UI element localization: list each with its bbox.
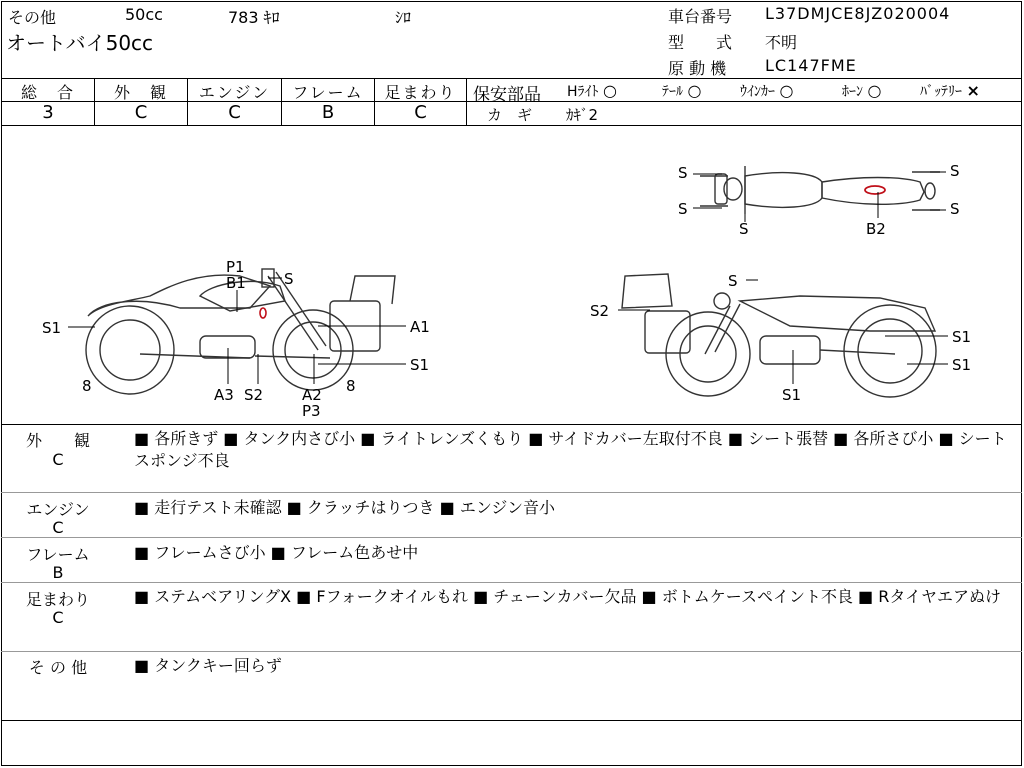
- section-exterior-label: 外 観: [25, 431, 90, 450]
- safety-winker: ｳｲﾝｶｰ ○: [740, 81, 794, 100]
- left-label-p3: P3: [302, 402, 321, 420]
- section-engine-grade: C: [52, 518, 64, 537]
- left-label-8-front: 8: [82, 377, 92, 395]
- left-label-a3: A3: [214, 386, 234, 404]
- grade-engine-value: C: [228, 102, 241, 123]
- left-label-a1: A1: [410, 318, 430, 336]
- safety-battery: ﾊﾞｯﾃﾘｰ ×: [920, 81, 980, 100]
- divider: [1, 720, 1022, 721]
- left-label-b1: B1: [226, 274, 246, 292]
- section-suspension-grade: C: [52, 608, 64, 627]
- key-label: カ ギ: [487, 106, 533, 124]
- grade-total-value: 3: [42, 102, 54, 123]
- left-label-s2: S2: [244, 386, 264, 404]
- right-label-s1-b: S1: [952, 356, 972, 374]
- section-frame-label: フレーム: [26, 545, 90, 564]
- section-suspension-label: 足まわり: [25, 590, 90, 609]
- top-label-s4: S: [950, 162, 960, 180]
- frame-number: L37DMJCE8JZ020004: [765, 4, 951, 23]
- divider: [1, 78, 1022, 79]
- displacement: 50cc: [125, 5, 163, 24]
- right-label-s2: S2: [590, 302, 610, 320]
- section-engine-text: ■ 走行テスト未確認 ■ クラッチはりつき ■ エンジン音小: [134, 498, 556, 517]
- grade-exterior-value: C: [134, 102, 148, 123]
- engine-label: 原 動 機: [668, 59, 727, 78]
- divider: [467, 101, 1022, 102]
- top-label-s1: S: [678, 164, 688, 182]
- color: ｼﾛ: [395, 8, 412, 27]
- divider: [1, 492, 1022, 493]
- right-label-s-top: S: [728, 272, 738, 290]
- section-exterior-text: ■ 各所きず ■ タンク内さび小 ■ ライトレンズくもり ■ サイドカバー左取付不良 ■ シート張替 ■ 各所さび小 ■ シートスポンジ不良: [134, 429, 1007, 470]
- vehicle-name: オートバイ50cc: [6, 31, 154, 55]
- left-label-s1: S1: [42, 319, 62, 337]
- section-exterior-grade: C: [52, 450, 64, 469]
- damage-diagram: [0, 126, 1024, 424]
- divider: [1, 582, 1022, 583]
- divider: [466, 78, 467, 126]
- left-label-p1: P1: [226, 258, 245, 276]
- divider: [1, 424, 1022, 425]
- right-label-s1-a: S1: [952, 328, 972, 346]
- top-label-s2: S: [678, 200, 688, 218]
- safety-horn: ﾎｰﾝ ○: [842, 81, 882, 100]
- left-label-a2: A2: [302, 386, 322, 404]
- right-label-s1-bottom: S1: [782, 386, 802, 404]
- left-label-s-top: S: [284, 270, 294, 288]
- section-frame-text: ■ フレームさび小 ■ フレーム色あせ中: [134, 543, 419, 562]
- model-label: 型 式: [668, 33, 733, 52]
- model: 不明: [765, 33, 798, 52]
- mileage: 783 ｷﾛ: [228, 8, 280, 27]
- grade-suspension-label: 足まわり: [384, 83, 457, 102]
- frame-number-label: 車台番号: [668, 7, 733, 26]
- divider: [1, 537, 1022, 538]
- section-engine-label: エンジン: [26, 500, 90, 519]
- section-other-label: そ の 他: [28, 658, 88, 677]
- top-label-b2: B2: [866, 220, 886, 238]
- engine-model: LC147FME: [765, 56, 857, 75]
- section-frame-grade: B: [52, 563, 64, 582]
- safety-label: 保安部品: [473, 85, 541, 105]
- diagram-labels: [42, 162, 971, 420]
- top-label-s5: S: [950, 200, 960, 218]
- grade-frame-value: B: [321, 102, 335, 123]
- grade-engine-label: エンジン: [198, 83, 271, 102]
- top-view-bike: [700, 166, 940, 214]
- grade-frame-label: フレーム: [292, 83, 364, 102]
- key-value: ｶｷﾞ2: [566, 106, 599, 124]
- grade-exterior-label: 外 観: [113, 83, 168, 102]
- grade-total-label: 総 合: [20, 83, 75, 102]
- top-label-s3: S: [739, 220, 749, 238]
- category: その他: [8, 8, 57, 27]
- section-other-text: ■ タンクキー回らず: [134, 656, 282, 675]
- safety-headlight: Hﾗｲﾄ ○: [567, 81, 617, 100]
- left-label-8-rear: 8: [346, 377, 356, 395]
- safety-tail: ﾃｰﾙ ○: [662, 81, 702, 100]
- grade-suspension-value: C: [414, 102, 427, 123]
- left-label-s1-right: S1: [410, 356, 430, 374]
- section-suspension-text: ■ ステムベアリングX ■ Fフォークオイルもれ ■ チェーンカバー欠品 ■ ボトムケースペイント不良 ■ Rタイヤエアぬけ: [134, 587, 1002, 606]
- divider: [1, 651, 1022, 652]
